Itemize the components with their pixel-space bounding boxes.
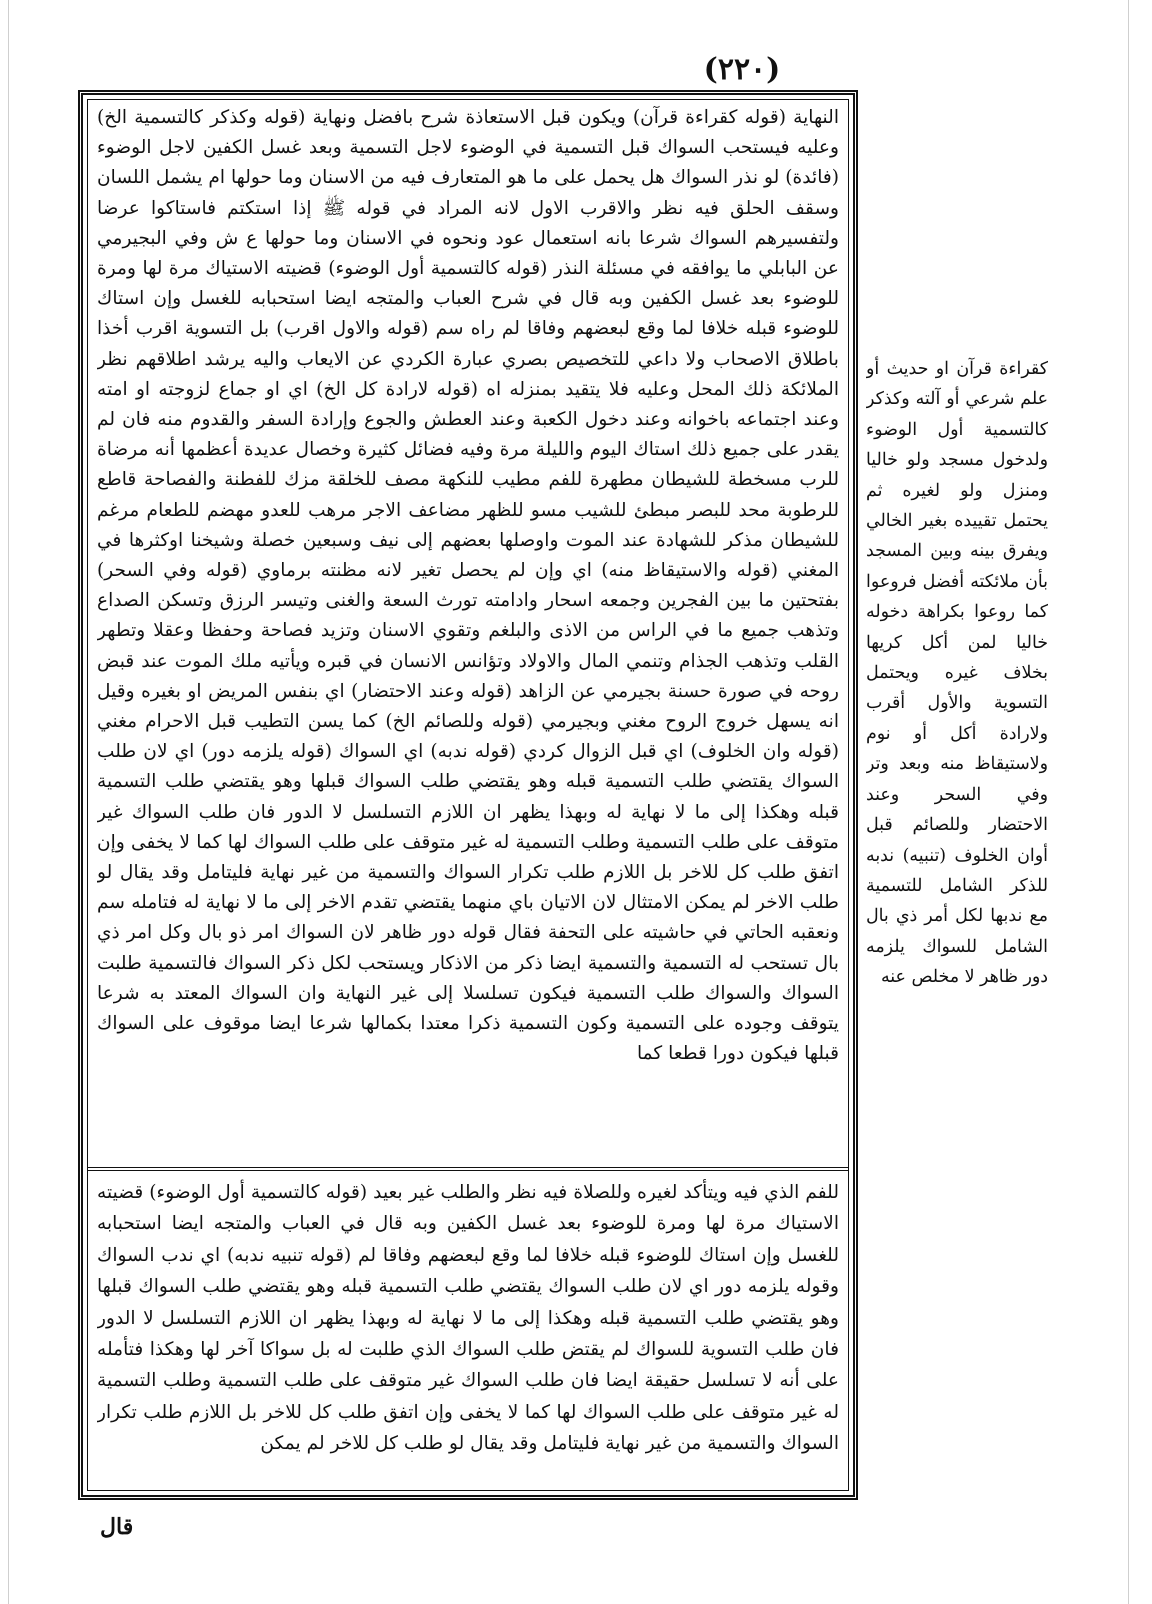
scan-edge-line (8, 0, 9, 1604)
main-commentary-text: النهاية (قوله كقراءة قرآن) ويكون قبل الاستعاذة شرح بافضل ونهاية (قوله وكذكر كالتسمية الخ) وعليه فيستحب السواك قبل التسمية في الوضوء لاجل التسمية وبعد غسل الكفين لاجل الوضوء (فائدة) لو نذر السواك هل يحمل على ما هو المتعارف فيه من الاسنان وما حولها ام يشمل اللسان وسقف الحلق فيه نظر والاقرب الاول لانه المراد في قوله ﷺ إذا استكتم فاستاكوا عرضا ولتفسيرهم السواك شرعا بانه استعمال عود ونحوه في الاسنان وما حولها ع ش وفي البجيرمي عن البابلي ما يوافقه في مسئلة النذر (قوله كالتسمية أول الوضوء) قضيته الاستياك مرة لها ومرة للوضوء بعد غسل الكفين وبه قال في شرح العباب والمتجه ايضا استحبابه للغسل وإن استاك للوضوء قبله خلافا لما وقع لبعضهم وفاقا لم راه سم (قوله والاول اقرب) بل التسوية اقرب أخذا باطلاق الاصحاب ولا داعي للتخصيص بصري عبارة الكردي عن الايعاب واليه يرشد اطلاقهم نظر الملائكة ذلك المحل وعليه فلا يتقيد بمنزله اه (قوله لارادة كل الخ) اي او جماع لزوجته او امته وعند اجتماعه باخوانه وعند دخول الكعبة وعند العطش والجوع وإرادة السفر والقدوم منه فان لم يقدر على جميع ذلك استاك اليوم والليلة مرة وفيه فضائل كثيرة وخصال عديدة أعظمها أنه مرضاة للرب مسخطة للشيطان مطهرة للفم مطيب للنكهة مصف للخلقة مزك للفطنة والفصاحة قاطع للرطوبة محد للبصر مبطئ للشيب مسو للظهر مضاعف الاجر مرهب للعدو مهضم للطعام مرغم للشيطان مذكر للشهادة عند الموت واوصلها بعضهم إلى نيف وسبعين خصلة وشيخنا اوكثرها في المغني (قوله والاستيقاظ منه) اي وإن لم يحصل تغير لانه مظنته برماوي (قوله وفي السحر) بفتحتين ما بين الفجرين وجمعه اسحار وادامته تورث السعة والغنى وتيسر الرزق وتسكن الصداع وتذهب جميع ما في الراس من الاذى والبلغم وتقوي الاسنان وتزيد فصاحة وحفظا وعقلا وتطهر القلب وتذهب الجذام وتنمي المال والاولاد وتؤانس الانسان في قبره ويأتيه ملك الموت عند قبض روحه في صورة حسنة بجيرمي عن الزاهد (قوله وعند الاحتضار) اي بنفس المريض او بغيره وقيل انه يسهل خروج الروح مغني وبجيرمي (قوله وللصائم الخ) كما يسن التطيب قبل الاحرام مغني (قوله وان الخلوف) اي قبل الزوال كردي (قوله ندبه) اي السواك (قوله يلزمه دور) اي لان طلب السواك يقتضي طلب التسمية قبله وهو يقتضي طلب السواك قبلها وهو يقتضي طلب التسمية قبله وهكذا إلى ما لا نهاية له وبهذا يظهر ان اللازم التسلسل لا الدور فان طلب السواك غير متوقف على طلب التسمية وطلب التسمية له غير متوقف على طلب السواك لها كما لا يخفى وإن اتفق طلب كل للاخر بل اللازم طلب تكرار السواك والتسمية من غير نهاية فليتامل وقد يقال لو طلب الاخر لم يمكن الامتثال لان الاتيان باي منهما يقتضي تقدم الاخر إلى ما لا نهاية له فتامله سم ونعقبه الحاتي في حاشيته على التحفة فقال قوله دور ظاهر لان السواك امر ذو بال وكل امر ذي بال تستحب له التسمية والتسمية ايضا ذكر من الاذكار ويستحب لكل ذكر السواك فالتسمية طلبت السواك والسواك طلب التسمية فيكون تسلسلا إلى غير النهاية وان السواك المعتد به شرعا يتوقف وجوده على التسمية وكون التسمية ذكرا معتدا بكمالها شرعا ايضا موقوف على السواك قبلها فيكون دورا قطعا كما (97, 107, 839, 1065)
text-frame (78, 90, 858, 1500)
margin-matn-text: كقراءة قرآن او حديث أو علم شرعي أو آلته وكذكر كالتسمية أول الوضوء ولدخول مسجد ولو خاليا ومنزل ولو لغيره ثم يحتمل تقييده بغير الخالي ويفرق بينه وبين المسجد بأن ملائكته أفضل فروعوا كما روعوا بكراهة دخوله خاليا لمن أكل كريها بخلاف غيره ويحتمل التسوية والأول أقرب ولارادة أكل أو نوم ولاستيقاظ منه وبعد وتر وفي السحر وعند الاحتضار وللصائم قبل أوان الخلوف (تنبيه) ندبه للذكر الشامل للتسمية مع ندبها لكل أمر ذي بال الشامل للسواك يلزمه دور ظاهر لا مخلص عنه (866, 359, 1048, 988)
lower-commentary-text: للفم الذي فيه ويتأكد لغيره وللصلاة فيه نظر والطلب غير بعيد (قوله كالتسمية أول الوضوء) قضيته الاستياك مرة لها ومرة للوضوء بعد غسل الكفين وبه قال في العباب والمتجه ايضا استحبابه للغسل وإن استاك للوضوء قبله خلافا لما وقع لبعضهم وفاقا لم (قوله تنبيه ندبه) اي ندب السواك وقوله يلزمه دور اي لان طلب السواك يقتضي طلب التسمية قبله وهو يقتضي طلب السواك قبلها وهو يقتضي طلب التسمية قبله وهكذا إلى ما لا نهاية له وبهذا يظهر ان اللازم التسلسل لا الدور فان طلب التسوية للسواك لم يقتض طلب السواك الذي طلبت له بل سواكا آخر لها وهكذا فتأمله على أنه لا تسلسل حقيقة ايضا فان طلب السواك غير متوقف على طلب التسمية وطلب التسمية له غير متوقف على طلب السواك لها كما لا يخفى وإن اتفق طلب كل للاخر بل اللازم طلب تكرار السواك والتسمية من غير نهاية فليتامل وقد يقال لو طلب كل للاخر لم يمكن (97, 1182, 839, 1455)
catchword: قال (100, 1514, 134, 1540)
page-number: (٢٢٠) (703, 52, 781, 87)
scan-edge-line (1128, 0, 1129, 1604)
section-divider (87, 1167, 849, 1171)
